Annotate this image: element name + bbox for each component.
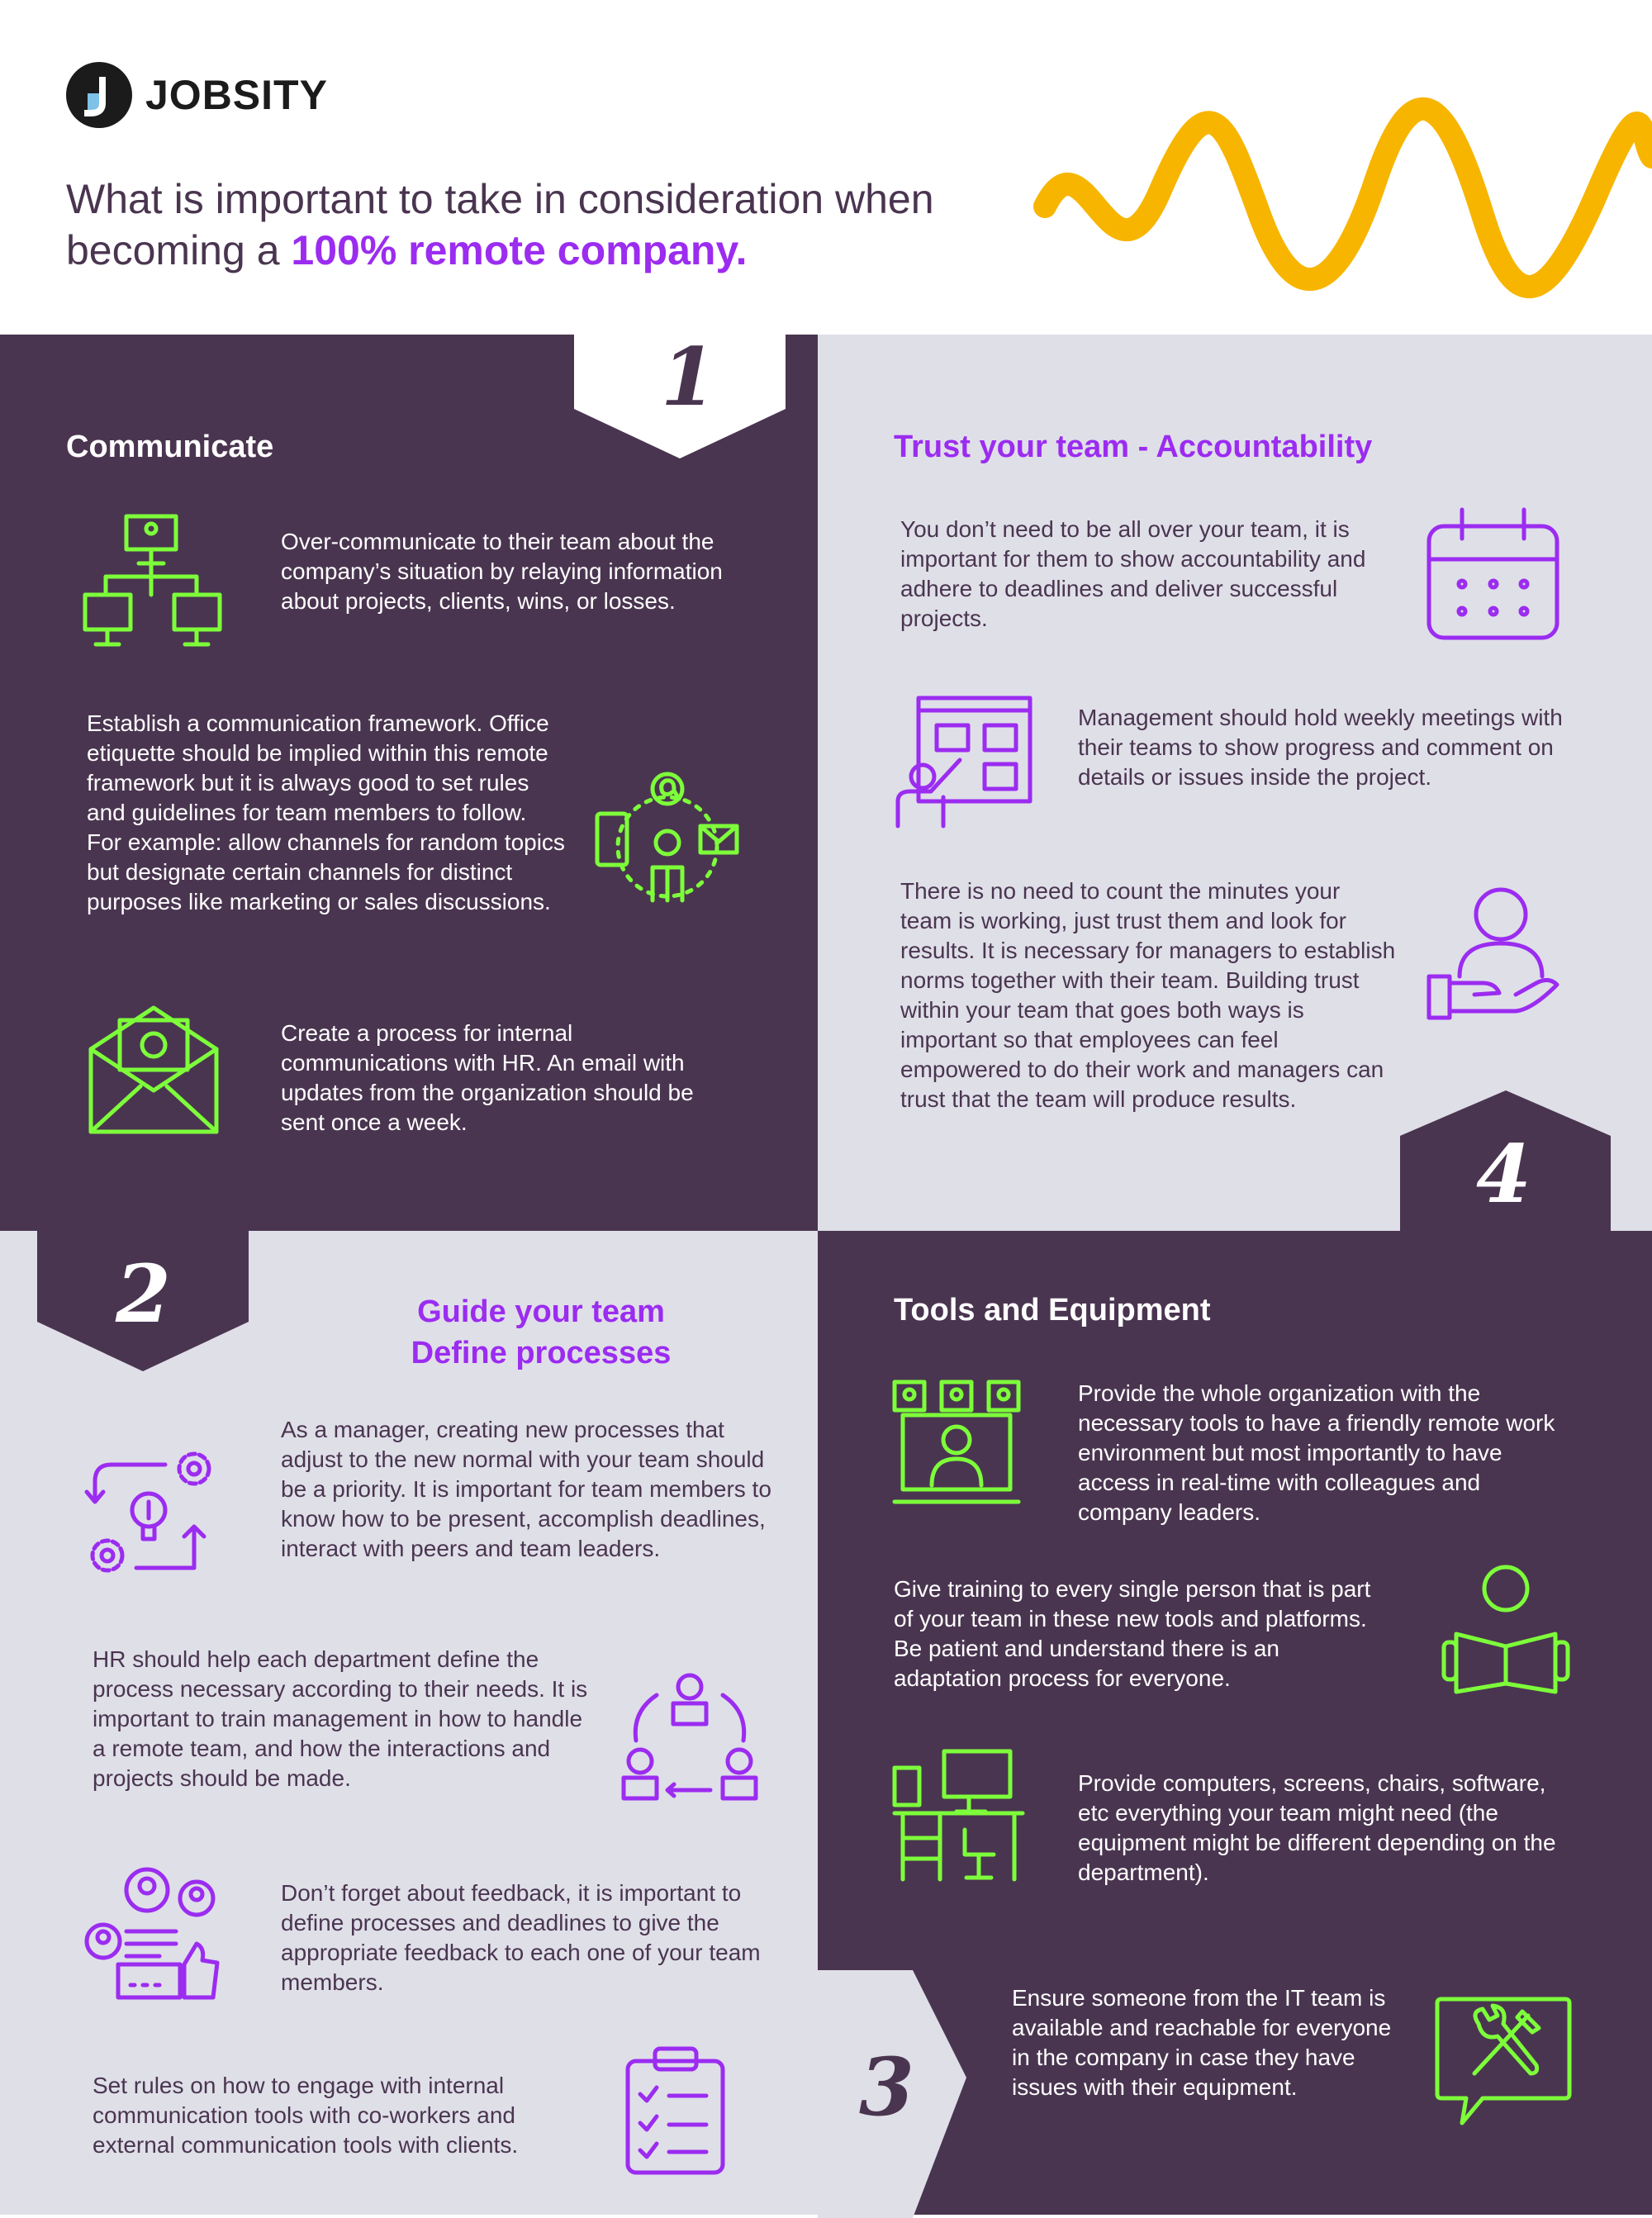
trust-item-3-text: There is no need to count the minutes your team is working, just trust them and look for results. It is necessary for managers to establish norms together with their team. Building trust within your team that goes both ways is important so that employees can feel empowered to do their work and managers can trust that the team will produce results. [900, 878, 1396, 1112]
calendar-icon [1425, 506, 1561, 642]
tools-item-1-text: Provide the whole organization with the necessary tools to have a friendly remote work environment but most importantly to have access in real-time with colleagues and company leaders. [1078, 1380, 1555, 1525]
yellow-brush-stroke-icon [1037, 91, 1652, 281]
section-number-4: 4 [1476, 1128, 1531, 1221]
feedback-icon [85, 1865, 221, 2002]
guide-item-1-text: As a manager, creating new processes that adjust to the new normal with your team should be a priority. It is important for team members to know how to be present, accomplish deadlines, interact with peers and team leaders. [281, 1417, 771, 1561]
page-title [66, 173, 1016, 276]
communicate-item-3-text: Create a process for internal communications with HR. An email with updates from the organization should be sent once a week. [281, 1020, 694, 1135]
section-number-1: 1 [661, 330, 716, 424]
communicate-item-1-text: Over-communicate to their team about the company’s situation by relaying information about projects, clients, wins, or losses. [281, 529, 723, 614]
process-gears-icon [87, 1444, 223, 1580]
communicate-item-2-text: Establish a communication framework. Office etiquette should be implied within this remote framework but it is always good to set rules and guidelines for team members to follow. For example: allow channels for random topics but designate certain channels for distinct purposes like marketing or sales discussions. [87, 710, 565, 914]
headline-line2: becoming a 100% remote company. [66, 227, 748, 273]
hand-person-icon [1425, 886, 1561, 1022]
guide-title-line1: Guide your team [417, 1294, 665, 1329]
guide-item-3-text: Don’t forget about feedback, it is important to define processes and deadlines to give the appropriate feedback to each one of your team members. [281, 1880, 761, 1995]
section-title-tools: Tools and Equipment [894, 1293, 1211, 1327]
communication-channels-icon [593, 764, 742, 905]
tools-support-icon [1433, 1991, 1574, 2131]
jobsity-logo-icon [66, 62, 132, 128]
network-monitors-icon [81, 512, 221, 648]
presentation-board-icon [894, 694, 1034, 830]
team-cycle-icon [620, 1670, 760, 1811]
trust-item-1-text: You don’t need to be all over your team, it is important for them to show accountability and adhere to deadlines and deliver successful projects. [900, 516, 1366, 631]
section-number-2: 2 [116, 1247, 171, 1341]
section-title-communicate: Communicate [66, 430, 274, 464]
section-title-trust: Trust your team - Accountability [894, 430, 1373, 464]
guide-item-4-text: Set rules on how to engage with internal communication tools with co-workers and external communication tools with clients. [93, 2073, 519, 2158]
email-envelope-icon [87, 1004, 221, 1136]
tools-item-4-text: Ensure someone from the IT team is available and reachable for everyone in the company in case they have issues with their equipment. [1012, 1985, 1392, 2100]
brand-logo [66, 62, 328, 128]
brand-name: JOBSITY [145, 72, 328, 118]
section-title-guide [405, 1291, 677, 1374]
guide-item-2-text: HR should help each department define the process necessary according to their needs. It is important to train management in how to handle a remote team, and how the interactions and projects should be made. [93, 1646, 588, 1791]
video-conference-icon [890, 1378, 1023, 1510]
guide-title-line2: Define processes [411, 1336, 672, 1370]
trust-item-2-text: Management should hold weekly meetings with their teams to show progress and comment on details or issues inside the project. [1078, 705, 1563, 790]
checklist-clipboard-icon [624, 2045, 727, 2177]
headline-line1: What is important to take in consideration when [66, 176, 934, 222]
tools-item-3-text: Provide computers, screens, chairs, software, etc everything your team might need (the equipment might be different depending on the department). [1078, 1770, 1556, 1885]
workstation-desk-icon [890, 1747, 1027, 1883]
reading-person-icon [1440, 1564, 1574, 1696]
section-number-3: 3 [859, 2040, 914, 2134]
tools-item-2-text: Give training to every single person that is part of your team in these new tools and platforms. Be patient and understand there is an adaptation process for everyone. [894, 1576, 1371, 1691]
headline-emphasis: 100% remote company. [291, 227, 748, 273]
